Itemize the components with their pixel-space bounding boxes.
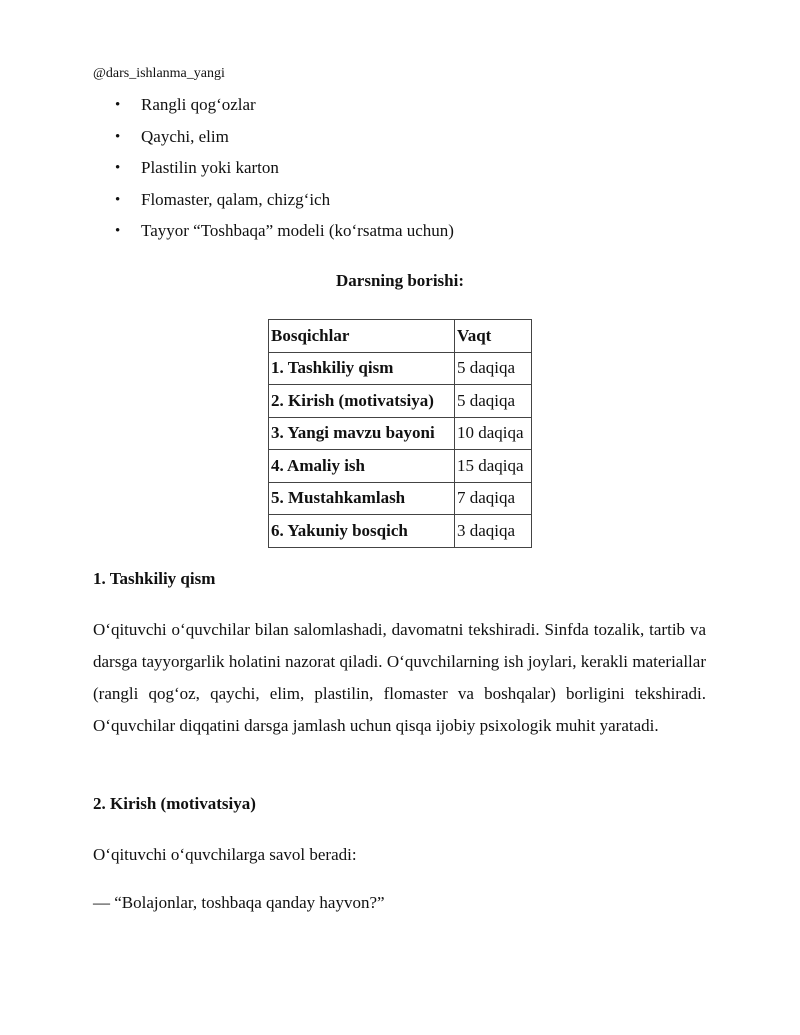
time-cell: 7 daqiqa xyxy=(455,482,532,515)
list-item: • Flomaster, qalam, chizg‘ich xyxy=(93,187,454,219)
channel-handle: @dars_ishlanma_yangi xyxy=(93,66,225,81)
column-header-stages: Bosqichlar xyxy=(269,320,455,353)
table-row xyxy=(269,515,532,548)
table-row xyxy=(269,352,532,385)
stage-cell: 6. Yakuniy bosqich xyxy=(269,515,455,548)
time-cell: 5 daqiqa xyxy=(455,352,532,385)
stage-cell: 4. Amaliy ish xyxy=(269,450,455,483)
table-header-row xyxy=(269,320,532,353)
stage-cell: 1. Tashkiliy qism xyxy=(269,352,455,385)
section-heading: 2. Kirish (motivatsiya) xyxy=(93,794,256,813)
table-row xyxy=(269,450,532,483)
time-cell: 15 daqiqa xyxy=(455,450,532,483)
stage-cell: 2. Kirish (motivatsiya) xyxy=(269,385,455,418)
table-row xyxy=(269,417,532,450)
stage-cell: 3. Yangi mavzu bayoni xyxy=(269,417,455,450)
lesson-stages-table xyxy=(268,319,532,548)
section-heading: 1. Tashkiliy qism xyxy=(93,569,216,588)
materials-list xyxy=(93,92,454,250)
table-row xyxy=(269,482,532,515)
table-row xyxy=(269,385,532,418)
stage-cell: 5. Mustahkamlash xyxy=(269,482,455,515)
section-intro: O‘qituvchi o‘quvchilarga savol beradi: xyxy=(93,845,357,864)
list-item: • Qaychi, elim xyxy=(93,124,454,156)
time-cell: 5 daqiqa xyxy=(455,385,532,418)
list-item: • Tayyor “Toshbaqa” modeli (ko‘rsatma uchun) xyxy=(93,218,454,250)
column-header-time: Vaqt xyxy=(455,320,532,353)
list-item: • Rangli qog‘ozlar xyxy=(93,92,454,124)
time-cell: 3 daqiqa xyxy=(455,515,532,548)
time-cell: 10 daqiqa xyxy=(455,417,532,450)
list-item: • Plastilin yoki karton xyxy=(93,155,454,187)
question-line: — “Bolajonlar, toshbaqa qanday hayvon?” xyxy=(93,893,385,912)
section-paragraph: O‘qituvchi o‘quvchilar bilan salomlashadi, davomatni tekshiradi. Sinfda tozalik, tartib va darsga tayyorgarlik holatini nazorat qiladi. O‘quvchilarning ish joylari, kerakli materiallar (rangli qog‘oz, qaychi, elim, plastilin, flomaster va boshqalar) borligini tekshiradi. O‘quvchilar diqqatini darsga jamlash uchun qisqa ijobiy psixologik muhit yaratadi. xyxy=(93,620,706,735)
lesson-flow-title: Darsning borishi: xyxy=(336,271,464,290)
